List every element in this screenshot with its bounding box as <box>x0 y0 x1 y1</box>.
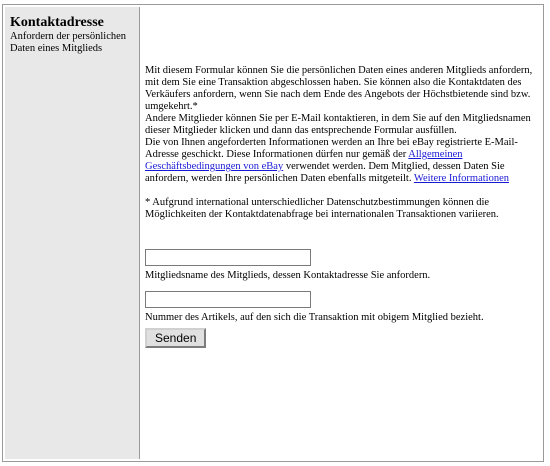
info-paragraph <box>145 137 538 185</box>
sidebar <box>5 7 140 459</box>
sidebar-subtitle: Anfordern der persönlichen Daten eines Mitglieds <box>10 31 127 54</box>
submit-button[interactable]: Senden <box>145 328 206 348</box>
terms-link[interactable]: Allgemeinen Geschäftsbedingungen von eBay <box>145 149 463 172</box>
info-text-1: Die von Ihnen angeforderten Informationen werden an Ihre bei eBay registrierte E-Mail-Adresse geschickt. Diese Informationen dürfen nur gemäß der <box>145 137 518 160</box>
member-name-input[interactable] <box>145 249 311 266</box>
item-number-input[interactable] <box>145 291 311 308</box>
member-name-label: Mitgliedsname des Mitglieds, dessen Kontaktadresse Sie anfordern. <box>145 270 431 281</box>
info-text-2: verwendet werden. Dem Mitglied, dessen Daten Sie anfordern, werden Ihre persönlichen Daten ebenfalls mitgeteilt. <box>145 161 505 184</box>
spacer <box>145 185 538 197</box>
main-content <box>145 65 538 348</box>
intro-paragraph: Mit diesem Formular können Sie die persönlichen Daten eines anderen Mitglieds anfordern, mit dem Sie eine Transaktion abgeschlossen haben. Sie können also die Kontaktdaten des Verkäufers anfordern, wenn Sie nach dem Ende des Angebots der Höchstbietende sind bzw. umgekehrt.* <box>145 65 533 112</box>
footnote: * Aufgrund international unterschiedlicher Datenschutzbestimmungen können die Möglichkeiten der Kontaktdatenabfrage bei internationalen Transaktionen variieren. <box>145 197 499 220</box>
sidebar-title: Kontaktadresse <box>10 15 104 30</box>
item-number-label: Nummer des Artikels, auf den sich die Transaktion mit obigem Mitglied bezieht. <box>145 312 484 323</box>
more-info-link[interactable]: Weitere Informationen <box>413 173 509 184</box>
email-contact-paragraph: Andere Mitglieder können Sie per E-Mail kontaktieren, in dem Sie auf den Mitgliedsnamen dieser Mitglieder klicken und dann das entsprechende Formular ausfüllen. <box>145 113 531 136</box>
